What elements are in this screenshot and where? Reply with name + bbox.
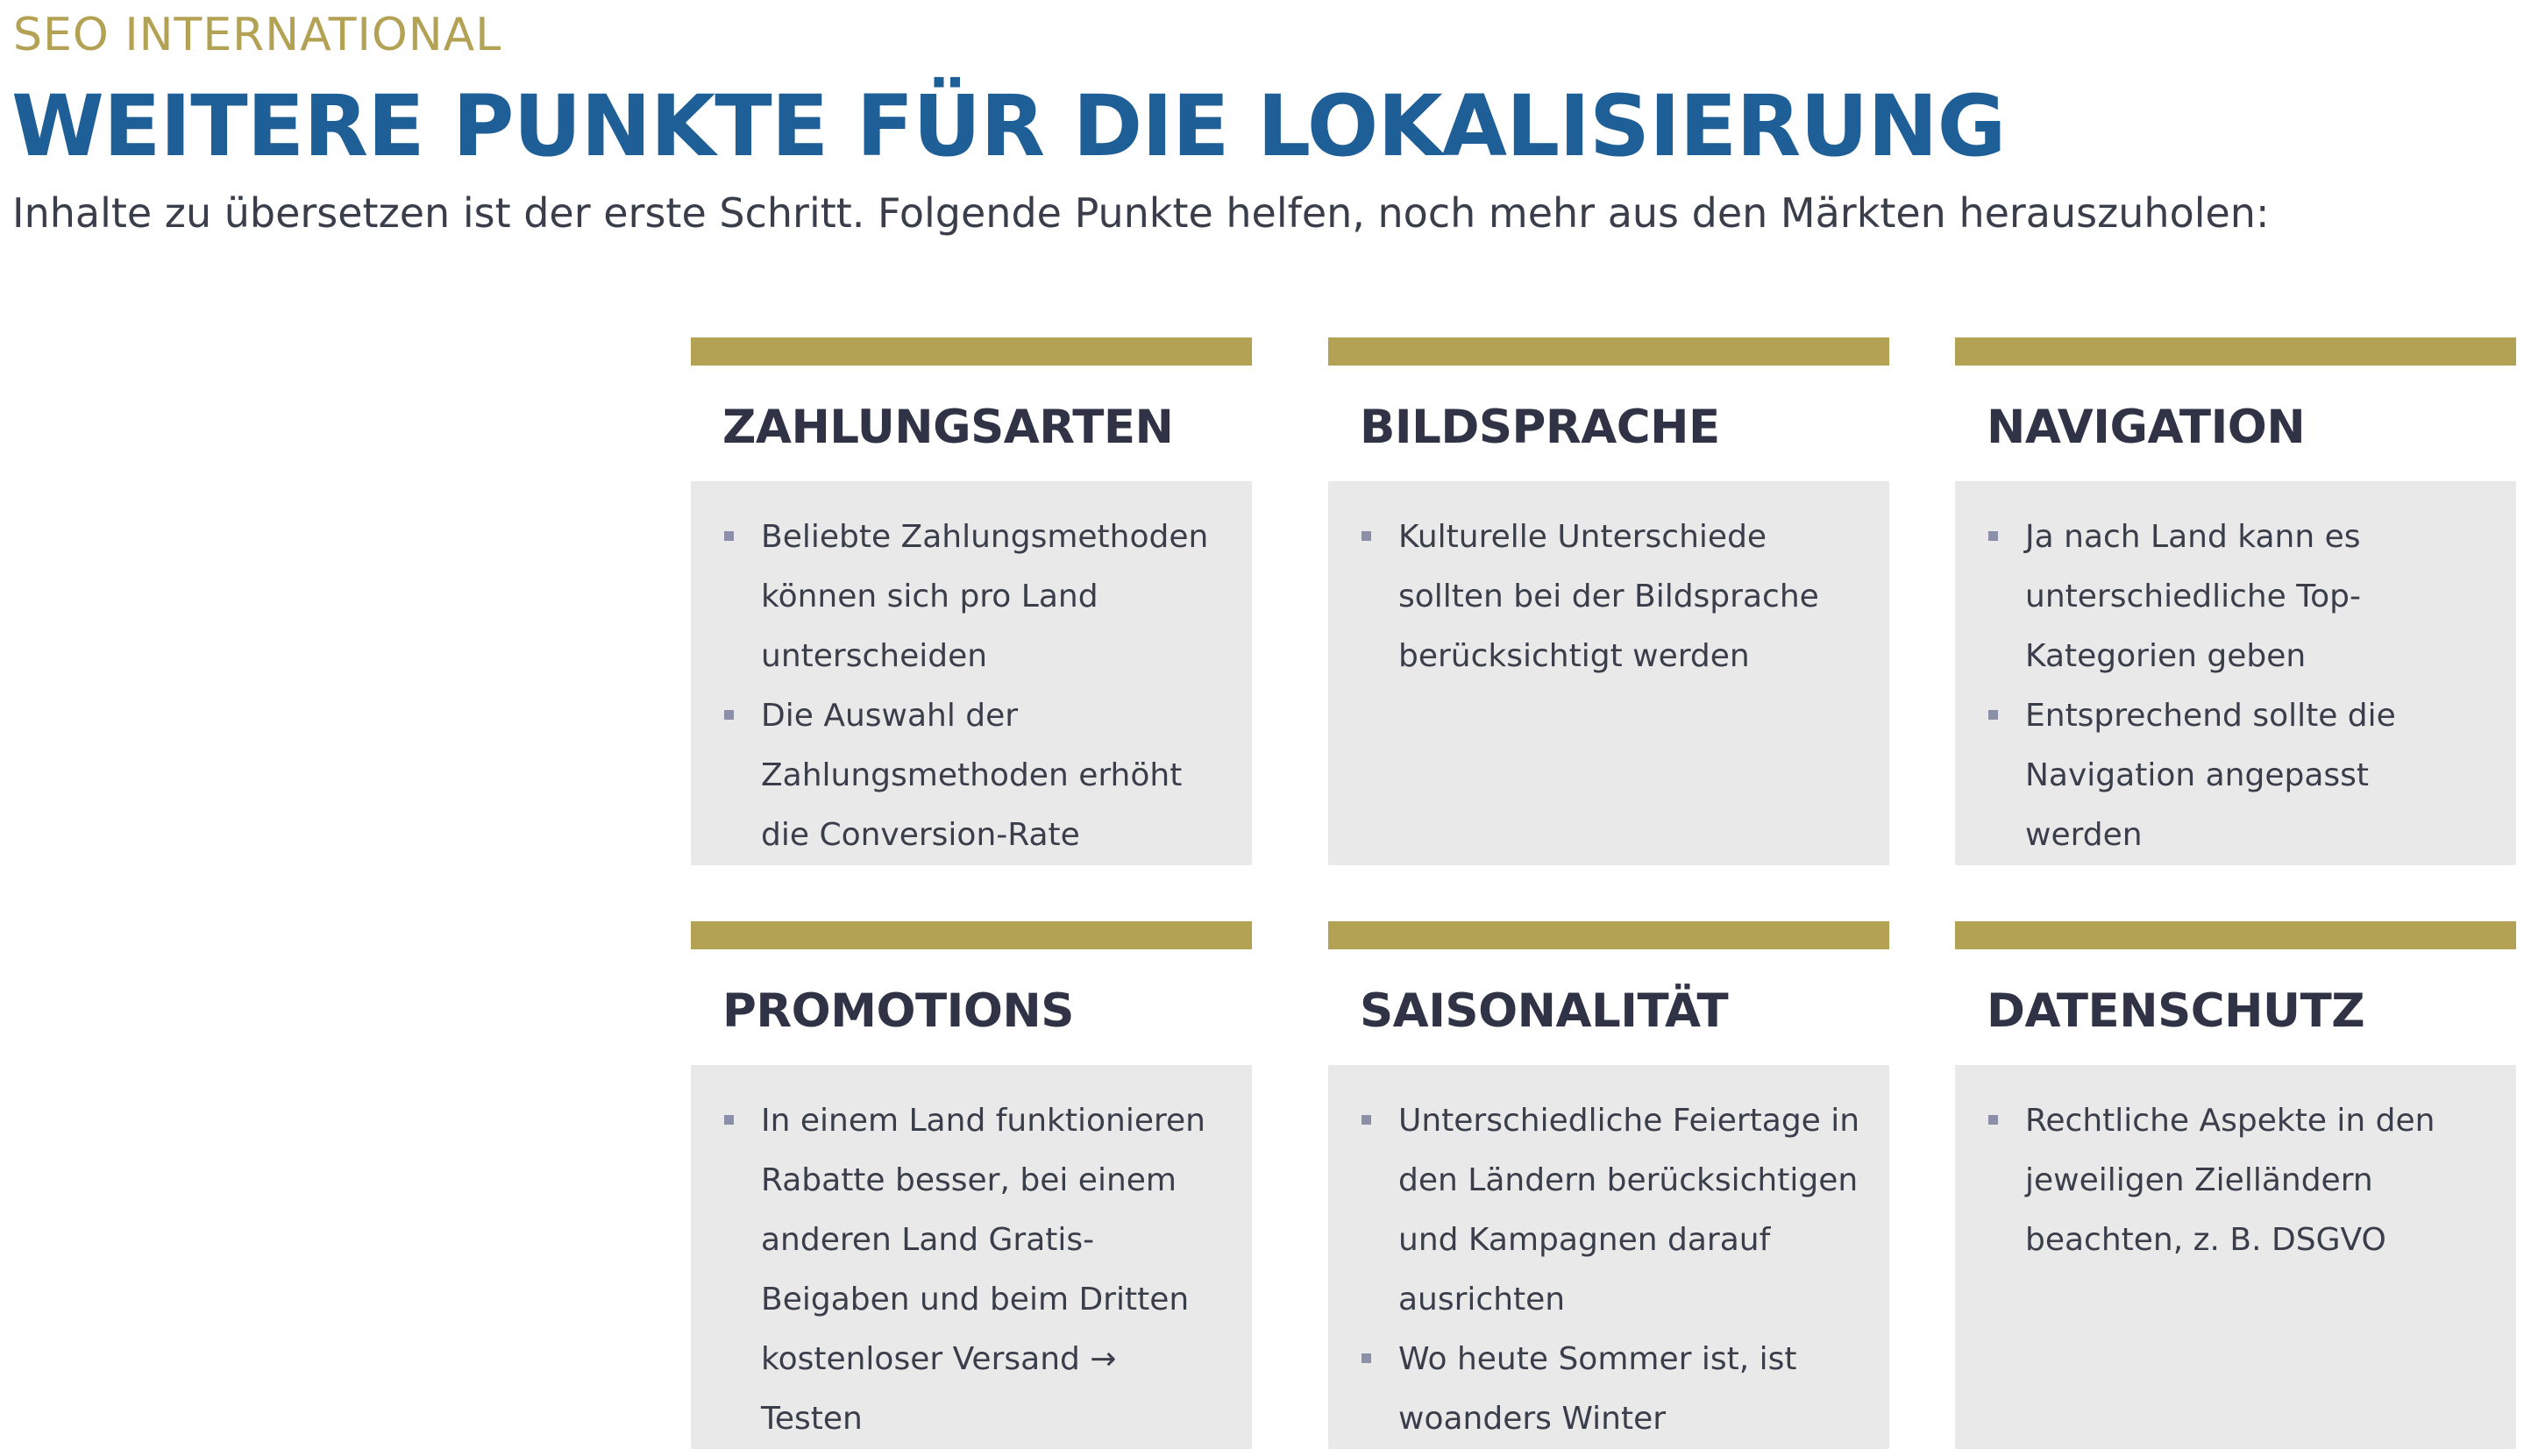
bullet-list	[1328, 1065, 1889, 1449]
square-bullet-icon	[1361, 1353, 1371, 1363]
list-item-text: Wo heute Sommer ist, ist woanders Winter	[1398, 1341, 1797, 1437]
list-item	[1361, 1330, 1863, 1449]
list-item-text: In einem Land funktionieren Rabatte besser, bei einem anderen Land Gratis-Beigaben und beim Dritten kostenloser Versand → Testen	[761, 1103, 1205, 1437]
list-item-text: Ja nach Land kann es unterschiedliche Top-Kategorien geben	[2025, 519, 2362, 674]
card-accent-bar	[1955, 337, 2516, 366]
square-bullet-icon	[724, 710, 734, 720]
card-body	[691, 481, 1252, 865]
list-item	[1988, 686, 2490, 865]
card-title: NAVIGATION	[1987, 401, 2306, 454]
card-title: DATENSCHUTZ	[1987, 984, 2365, 1038]
card-body	[1328, 481, 1889, 865]
square-bullet-icon	[724, 1115, 734, 1125]
bullet-list	[1955, 481, 2516, 865]
card-accent-bar	[691, 337, 1252, 366]
list-item	[1988, 1091, 2490, 1270]
list-item-text: Rechtliche Aspekte in den jeweiligen Zielländern beachten, z. B. DSGVO	[2025, 1103, 2435, 1258]
card-body	[691, 1065, 1252, 1449]
bullet-list	[1955, 1065, 2516, 1270]
card-body	[1328, 1065, 1889, 1449]
card-accent-bar	[1328, 337, 1889, 366]
card-accent-bar	[691, 921, 1252, 949]
list-item-text: Entsprechend sollte die Navigation angepasst werden	[2025, 698, 2396, 853]
list-item	[1361, 508, 1863, 686]
page-title: WEITERE PUNKTE FÜR DIE LOKALISIERUNG	[11, 77, 2006, 175]
card-body	[1955, 481, 2516, 865]
list-item	[724, 508, 1226, 686]
card-title: BILDSPRACHE	[1360, 401, 1720, 454]
bullet-list	[691, 481, 1252, 865]
square-bullet-icon	[1361, 1115, 1371, 1125]
card-title: ZAHLUNGSARTEN	[722, 401, 1174, 454]
square-bullet-icon	[1988, 1115, 1998, 1125]
list-item-text: Die Auswahl der Zahlungsmethoden erhöht die Conversion-Rate	[761, 698, 1183, 853]
card-accent-bar	[1328, 921, 1889, 949]
square-bullet-icon	[1361, 531, 1371, 541]
section-kicker: SEO INTERNATIONAL	[13, 9, 502, 61]
square-bullet-icon	[724, 531, 734, 541]
list-item-text: Unterschiedliche Feiertage in den Ländern berücksichtigen und Kampagnen darauf ausrichten	[1398, 1103, 1860, 1318]
list-item	[724, 686, 1226, 865]
list-item-text: Beliebte Zahlungsmethoden können sich pro Land unterscheiden	[761, 519, 1209, 674]
list-item	[724, 1091, 1226, 1449]
bullet-list	[1328, 481, 1889, 686]
square-bullet-icon	[1988, 531, 1998, 541]
square-bullet-icon	[1988, 710, 1998, 720]
card-title: PROMOTIONS	[722, 984, 1074, 1038]
list-item	[1988, 508, 2490, 686]
page-subtitle: Inhalte zu übersetzen ist der erste Schritt. Folgende Punkte helfen, noch mehr aus den Märkten herauszuholen:	[12, 189, 2270, 237]
bullet-list	[691, 1065, 1252, 1449]
list-item-text: Kulturelle Unterschiede sollten bei der Bildsprache berücksichtigt werden	[1398, 519, 1819, 674]
card-body	[1955, 1065, 2516, 1449]
card-title: SAISONALITÄT	[1360, 984, 1729, 1038]
list-item	[1361, 1091, 1863, 1330]
card-accent-bar	[1955, 921, 2516, 949]
